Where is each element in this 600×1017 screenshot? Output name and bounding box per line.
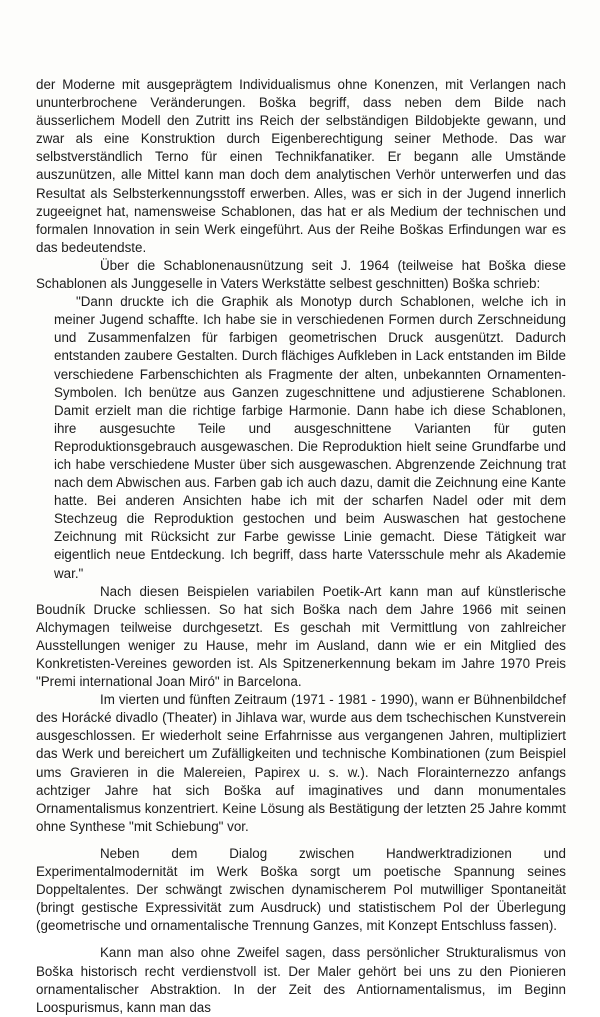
paragraph-7: Kann man also ohne Zweifel sagen, dass persönlicher Strukturalismus von Boška historisch recht verdienstvoll ist. Der Maler gehört bei uns zu den Pionieren ornamentalischer Abstraktion. In der Zeit des Antiornamentalismus, im Beginn Loospurismus, kann man das — [36, 945, 566, 1015]
paragraph-2: Über die Schablonenausnützung seit J. 1964 (teilweise hat Boška diese Schablonen als Junggeselle in Vaters Werkstätte selbest geschnitten) Boška schrieb: — [36, 257, 566, 292]
paragraph-5: Im vierten und fünften Zeitraum (1971 - 1981 - 1990), wann er Bühnenbildchef des Horácké divadlo (Theater) in Jihlava war, wurde aus dem tschechischen Kunstverein ausgeschlossen. Er wiederholt seine Erfahrnisse aus vergangenen Jahren, multipliziert das Werk und bereichert um Zufälligkeiten und technische Kombinationen (zum Beispiel ums Gravieren in die Malereien, Papirex u. s. w.). Nach Florainternezzo anfangs achtziger Jahre hat sich Boška auf imaginatives und dann monumentales Ornamentalismus konzentriert. Keine Lösung als Bestätigung der letzten 25 Jahre kommt ohne Synthese "mit Schiebung" vor. — [36, 692, 566, 834]
paragraph-6: Neben dem Dialog zwischen Handwerktradizionen und Experimentalmodernität im Werk Boška sorgt um poetische Spannung seines Doppeltalentes. Der schwängt zwischen dynamischerem Pol mutwilliger Spontaneität (bringt gestische Expressivität zum Ausdruck) und statistischem Pol der Überlegung (geometrische und ornamentalische Trennung Ganzes, mit Konzept Entschluss fassen). — [36, 845, 566, 934]
paragraph-4: Nach diesen Beispielen variabilen Poetik-Art kann man auf künstlerische Boudník Drucke schliessen. So hat sich Boška nach dem Jahre 1966 mit seinen Alchymagen teilweise durchgesetzt. Es geschah mit Vermittlung von zahlreicher Ausstellungen weniger zu Hause, mehr im Ausland, dann wie er ein Mitglied des Konkretisten-Vereines geworden ist. Als Spitzenerkennung bekam im Jahre 1970 Preis "Premi international Joan Miró" in Barcelona. — [36, 583, 566, 690]
quote-paragraph: "Dann druckte ich die Graphik als Monotyp durch Schablonen, welche ich in meiner Jugend schaffte. Ich habe sie in verschiedenen Formen durch Zerschneidung und Zusammenfalzen für farbigen geometrischen Druck ausgenützt. Dadurch entstanden zaubere Gestalten. Durch flächiges Aufkleben in Lack entstanden im Bilde verschiedene Farbenschichten als Fragmente der alten, unbekannten Ornamenten-Symbolen. Ich benütze aus Ganzen zugeschnittene und adjustierene Schablonen. Damit erzielt man die richtige farbige Harmonie. Dann habe ich diese Schablonen, ihre ausgesuchte Teile und ausgeschnittene Varianten für guten Reproduktionsgebrauch ausgewaschen. Die Reproduktion hielt seine Grundfarbe und ich habe verschiedene Muster über sich ausgewaschen. Abgrenzende Zeichnung trat nach dem Abwischen aus. Farben gab ich auch dazu, damit die Zeichnung eine Kante hatte. Bei anderen Ansichten habe ich mit der scharfen Nadel oder mit dem Stechzeug die Reproduktion gestochen und beim Auswaschen hat gestochene Zeichnung mit Rücksicht zur Farbe gewisse Linie gemacht. Diese Tätigkeit war eigentlich neue Entdeckung. Ich begriff, dass harte Vatersschule mehr als Akademie war." — [54, 294, 566, 581]
paragraph-1: der Moderne mit ausgeprägtem Individualismus ohne Konenzen, mit Verlangen nach ununterbrochene Veränderungen. Boška begriff, dass neben dem Bilde nach äusserlichem Modell den Zutritt ins Reich der selbständigen Bildobjekte gewann, und zwar als eine Konstruktion durch Eigenberechtigung seiner Methode. Das war selbstverständlich Terno für einen Technikfanatiker. Er begann alle Umstände auszunützen, alle Mittel kann man doch dem analytischen Verhör unterwerfen und das Resultat als Selbsterkennungsstoff erwerben. Alles, was er sich in der Jugend innerlich zugeeignet hat, namensweise Schablonen, das hat er als Medium der technischen und formalen Innovation in sein Werk eingeführt. Aus der Reihe Boškas Erfindungen war es das bedeutendste. — [36, 77, 566, 255]
body-text — [36, 76, 566, 1017]
